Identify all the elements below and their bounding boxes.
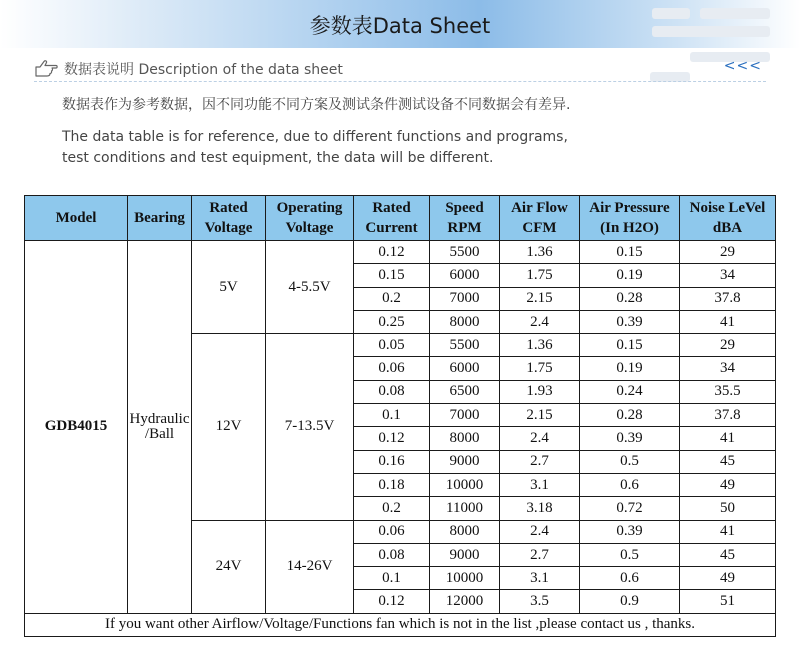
column-header — [500, 196, 580, 241]
column-header-line: (In H2O) — [600, 220, 659, 236]
table-cell: 0.6 — [580, 567, 680, 590]
rated-voltage-cell: 5V — [192, 241, 266, 334]
table-cell: 0.05 — [354, 334, 430, 357]
table-cell: 41 — [680, 310, 776, 333]
table-cell: 0.12 — [354, 241, 430, 264]
table-cell: 29 — [680, 241, 776, 264]
table-cell: 10000 — [430, 473, 500, 496]
column-header — [266, 196, 354, 241]
table-cell: 6000 — [430, 264, 500, 287]
table-cell: 2.7 — [500, 543, 580, 566]
column-header — [430, 196, 500, 241]
table-cell: 3.18 — [500, 497, 580, 520]
table-cell: 3.1 — [500, 473, 580, 496]
model-cell: GDB4015 — [25, 241, 128, 614]
table-cell: 8000 — [430, 427, 500, 450]
table-cell: 6500 — [430, 380, 500, 403]
table-cell: 49 — [680, 567, 776, 590]
table-cell: 8000 — [430, 520, 500, 543]
table-header-row — [25, 196, 776, 241]
table-cell: 0.28 — [580, 287, 680, 310]
table-cell: 0.5 — [580, 543, 680, 566]
divider — [34, 81, 766, 82]
column-header-line: CFM — [522, 220, 557, 236]
table-cell: 1.93 — [500, 380, 580, 403]
column-header-line: Air Pressure — [589, 200, 670, 216]
table-cell: 8000 — [430, 310, 500, 333]
table-cell: 41 — [680, 427, 776, 450]
column-header — [680, 196, 776, 241]
table-cell: 7000 — [430, 287, 500, 310]
table-cell: 5500 — [430, 334, 500, 357]
table-cell: 0.08 — [354, 380, 430, 403]
column-header-line: RPM — [447, 220, 482, 236]
table-cell: 10000 — [430, 567, 500, 590]
pointing-hand-icon — [34, 58, 58, 78]
table-cell: 37.8 — [680, 287, 776, 310]
intro-en-line: The data table is for reference, due to different functions and programs, — [62, 129, 568, 145]
table-cell: 9000 — [430, 450, 500, 473]
table-cell: 2.4 — [500, 310, 580, 333]
column-header-line: dBA — [712, 220, 743, 236]
page-title: 参数表Data Sheet — [309, 14, 491, 38]
table-cell: 0.18 — [354, 473, 430, 496]
table-cell: 0.15 — [580, 241, 680, 264]
table-cell: 12000 — [430, 590, 500, 613]
column-header-line: Rated — [209, 200, 248, 216]
table-cell: 0.06 — [354, 520, 430, 543]
column-header — [580, 196, 680, 241]
column-header-line: Voltage — [285, 220, 334, 236]
column-header-line: Noise LeVel — [689, 200, 766, 216]
table-cell: 7000 — [430, 404, 500, 427]
intro-cn: 数据表作为参考数据，因不同功能不同方案及测试条件测试设备不同数据会有差异. — [62, 97, 571, 113]
operating-voltage-cell: 4-5.5V — [266, 241, 354, 334]
contact-note: If you want other Airflow/Voltage/Functions fan which is not in the list ,please contact us , thanks. — [25, 613, 776, 636]
table-cell: 0.9 — [580, 590, 680, 613]
table-cell: 6000 — [430, 357, 500, 380]
section-title: 数据表说明 Description of the data sheet — [64, 62, 343, 78]
table-cell: 0.06 — [354, 357, 430, 380]
table-cell: 2.4 — [500, 427, 580, 450]
table-cell: 3.1 — [500, 567, 580, 590]
rated-voltage-cell: 12V — [192, 334, 266, 520]
table-cell: 37.8 — [680, 404, 776, 427]
table-cell: 29 — [680, 334, 776, 357]
table-cell: 0.2 — [354, 497, 430, 520]
table-cell: 51 — [680, 590, 776, 613]
table-cell: 0.1 — [354, 404, 430, 427]
rated-voltage-cell: 24V — [192, 520, 266, 613]
table-cell: 0.19 — [580, 264, 680, 287]
table-cell: 11000 — [430, 497, 500, 520]
data-sheet-table — [24, 195, 776, 637]
table-cell: 0.5 — [580, 450, 680, 473]
intro-en — [62, 127, 568, 169]
section-header — [34, 56, 766, 82]
column-header-line: Model — [55, 210, 97, 226]
chevron-left-icon: <<< — [723, 58, 762, 74]
bearing-line: /Ball — [144, 425, 175, 442]
table-cell: 2.7 — [500, 450, 580, 473]
table-cell: 45 — [680, 450, 776, 473]
bearing-line: Hydraulic — [129, 410, 190, 427]
column-header — [354, 196, 430, 241]
table-cell: 0.72 — [580, 497, 680, 520]
table-row — [25, 241, 776, 264]
table-cell: 2.15 — [500, 287, 580, 310]
table-cell: 5500 — [430, 241, 500, 264]
table-cell: 0.39 — [580, 520, 680, 543]
table-cell: 0.28 — [580, 404, 680, 427]
column-header-line: Operating — [276, 200, 343, 216]
table-cell: 41 — [680, 520, 776, 543]
column-header-line: Speed — [445, 200, 484, 216]
table-cell: 0.39 — [580, 310, 680, 333]
table-cell: 1.75 — [500, 264, 580, 287]
table-cell: 9000 — [430, 543, 500, 566]
column-header-line: Current — [365, 220, 418, 236]
table-cell: 0.39 — [580, 427, 680, 450]
table-cell: 2.15 — [500, 404, 580, 427]
table-cell: 34 — [680, 357, 776, 380]
table-cell: 0.15 — [354, 264, 430, 287]
table-cell: 34 — [680, 264, 776, 287]
table-cell: 1.75 — [500, 357, 580, 380]
table-cell: 0.1 — [354, 567, 430, 590]
operating-voltage-cell: 7-13.5V — [266, 334, 354, 520]
table-cell: 50 — [680, 497, 776, 520]
table-cell: 35.5 — [680, 380, 776, 403]
column-header-line: Rated — [372, 200, 411, 216]
column-header — [128, 196, 192, 241]
table-footer-row — [25, 613, 776, 636]
table-cell: 0.16 — [354, 450, 430, 473]
banner — [0, 0, 800, 48]
table-cell: 2.4 — [500, 520, 580, 543]
table-cell: 0.25 — [354, 310, 430, 333]
table-cell: 3.5 — [500, 590, 580, 613]
table-cell: 45 — [680, 543, 776, 566]
table-cell: 49 — [680, 473, 776, 496]
operating-voltage-cell: 14-26V — [266, 520, 354, 613]
table-cell: 0.12 — [354, 590, 430, 613]
column-header-line: Voltage — [204, 220, 253, 236]
column-header — [192, 196, 266, 241]
table-cell: 0.2 — [354, 287, 430, 310]
column-header — [25, 196, 128, 241]
table-cell: 0.15 — [580, 334, 680, 357]
table-cell: 0.6 — [580, 473, 680, 496]
table-cell: 0.08 — [354, 543, 430, 566]
bearing-cell — [128, 241, 192, 614]
table-cell: 1.36 — [500, 241, 580, 264]
intro-en-line: test conditions and test equipment, the data will be different. — [62, 150, 494, 166]
table-cell: 0.12 — [354, 427, 430, 450]
table-cell: 0.19 — [580, 357, 680, 380]
table-cell: 1.36 — [500, 334, 580, 357]
table-cell: 0.24 — [580, 380, 680, 403]
column-header-line: Bearing — [134, 210, 185, 226]
column-header-line: Air Flow — [511, 200, 568, 216]
